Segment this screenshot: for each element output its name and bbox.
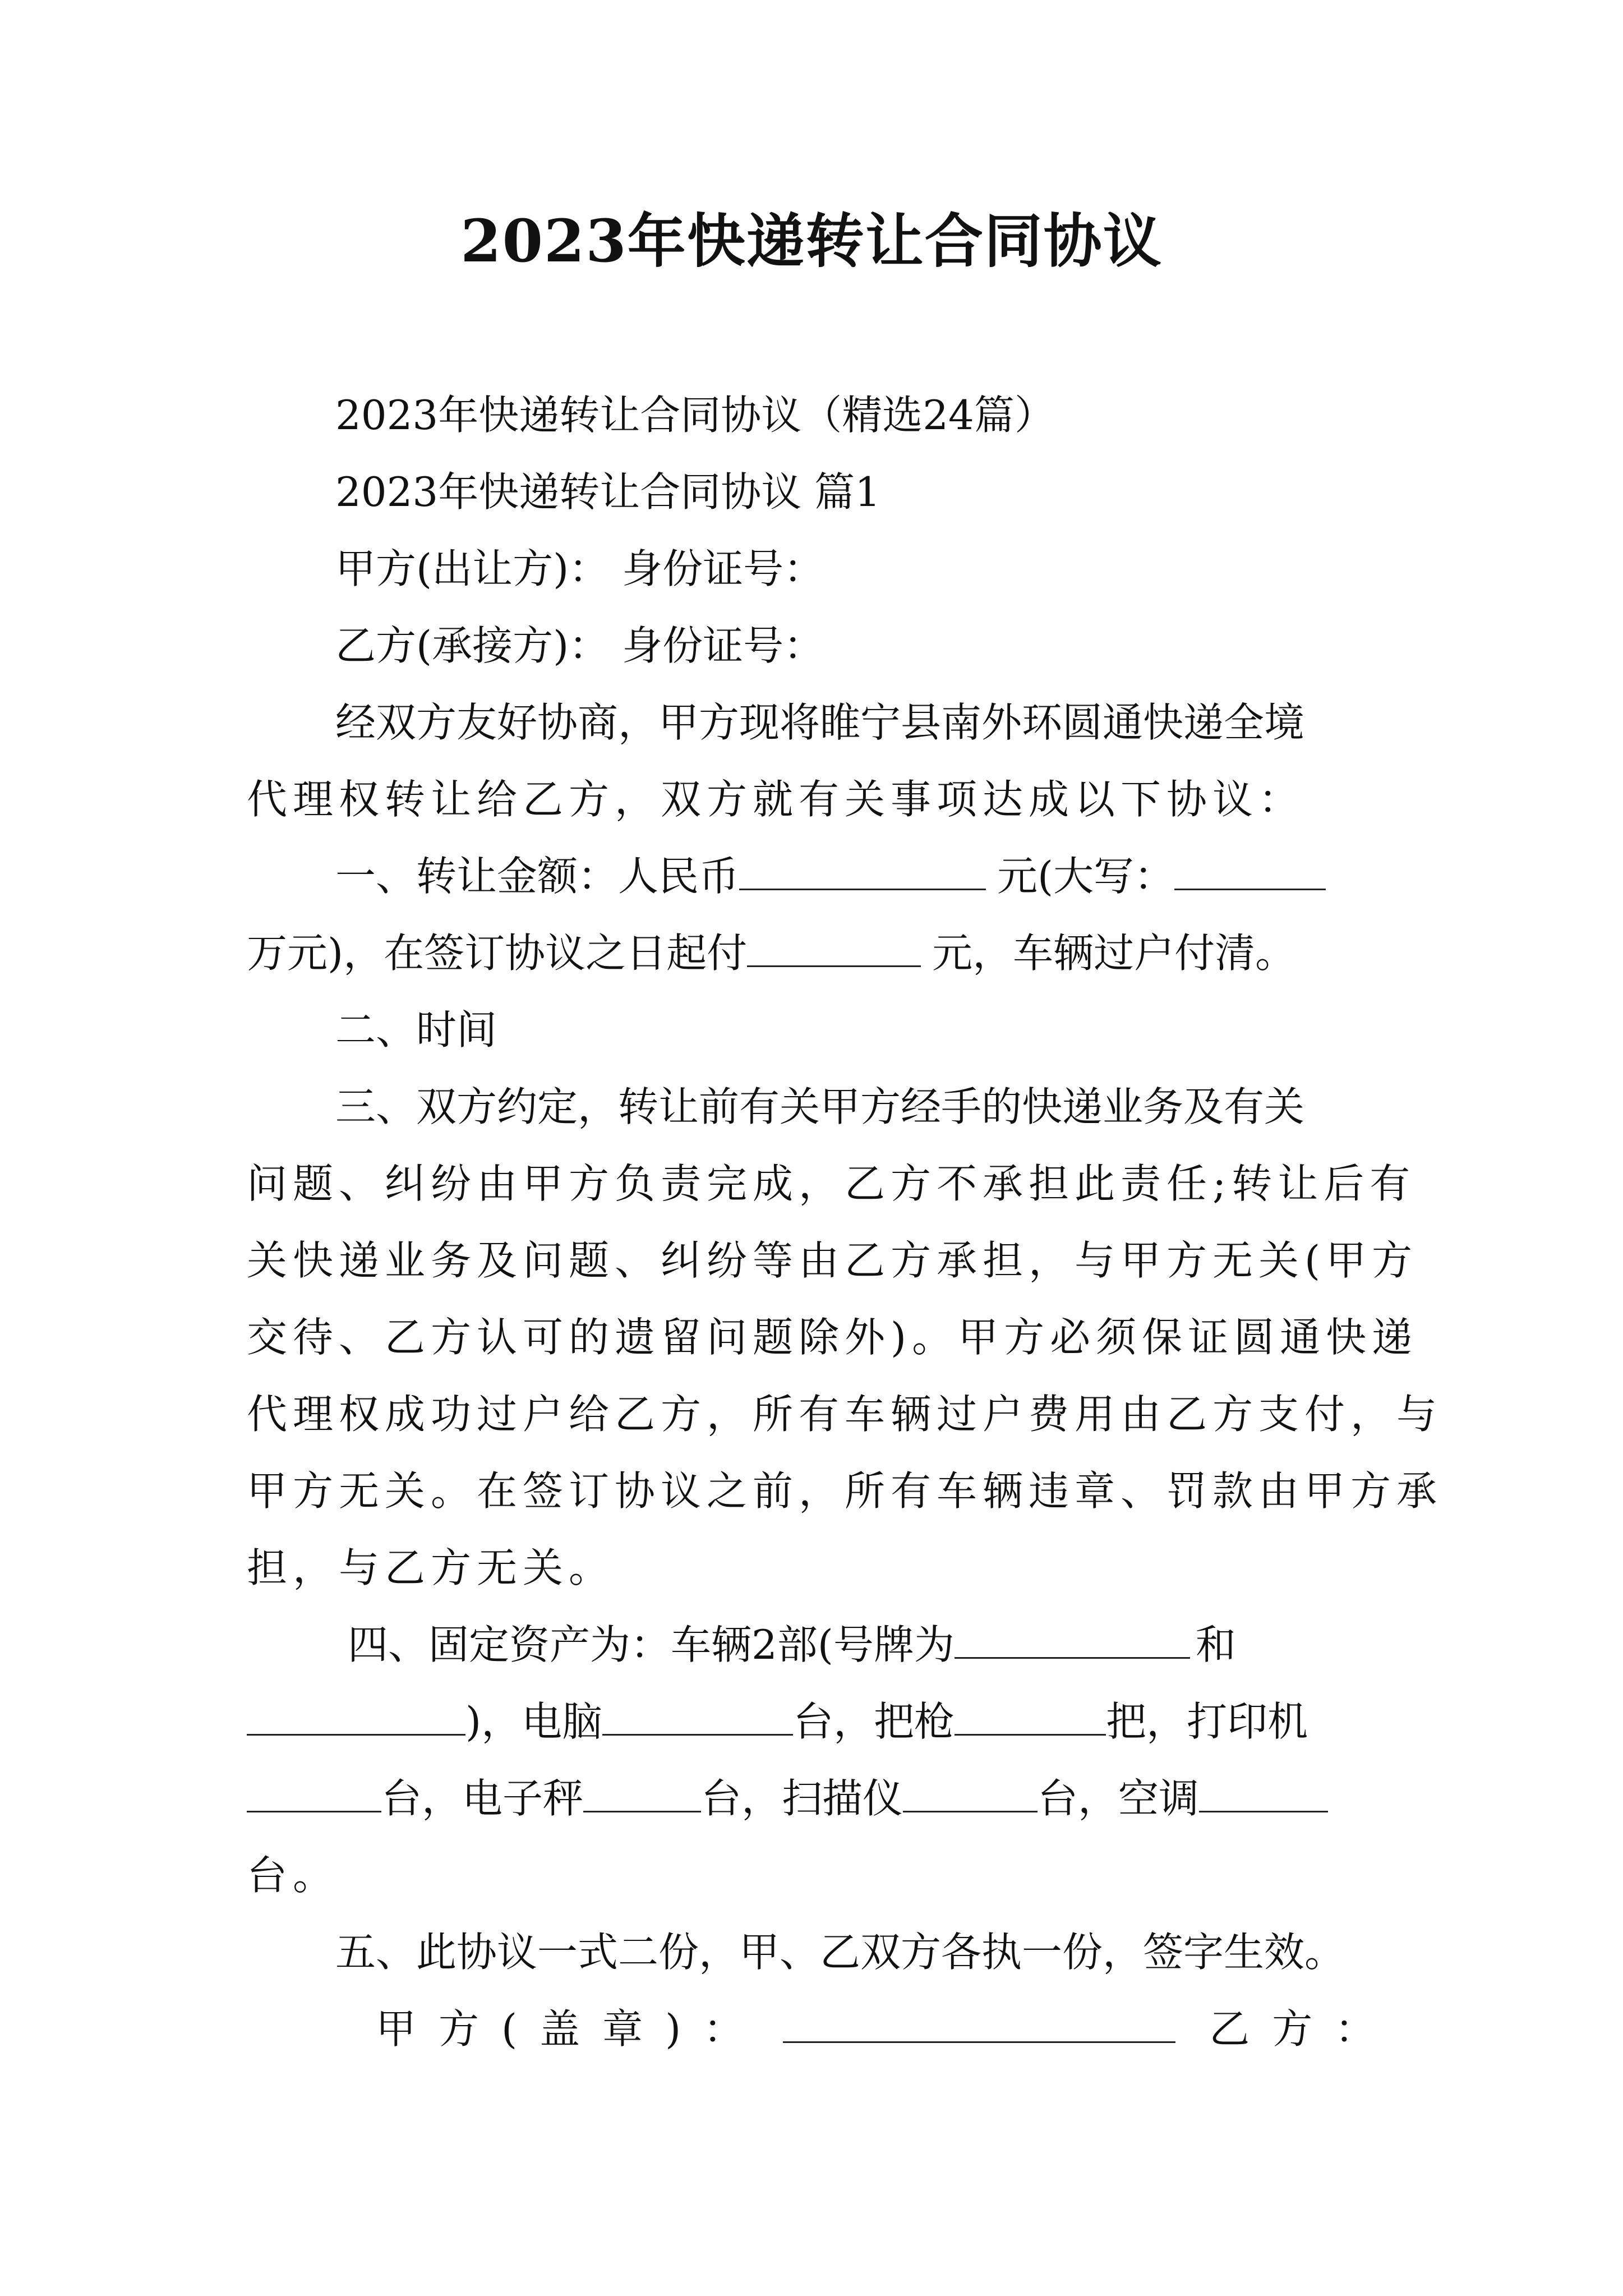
- clause-text: 台，空调: [1038, 1775, 1200, 1822]
- section-heading: 2023年快递转让合同协议 篇1: [335, 468, 880, 516]
- fill-blank: [247, 1770, 381, 1812]
- clause-2-line: 二、时间: [335, 1006, 497, 1053]
- fill-blank: [903, 1770, 1038, 1812]
- clause-4-line: 台。: [247, 1852, 339, 1899]
- signature-line: [376, 2001, 1398, 2057]
- party-b-signature-label: 乙方：: [1209, 2005, 1398, 2053]
- clause-text: )，电脑: [465, 1698, 603, 1745]
- clause-3-line: 关快递业务及问题、纠纷等由乙方承担，与甲方无关(甲方: [247, 1237, 1418, 1284]
- fill-blank: [1174, 848, 1326, 890]
- document-title: 2023年快递转让合同协议: [460, 206, 1163, 275]
- fill-blank: [583, 1770, 701, 1812]
- clause-text: 万元)，在签订协议之日起付: [247, 930, 748, 977]
- paragraph-line: 代理权转让给乙方，双方就有关事项达成以下协议：: [247, 776, 1305, 823]
- fill-blank: [1199, 1770, 1328, 1812]
- party-b-line: 乙方(承接方)： 身份证号：: [335, 622, 824, 669]
- clause-text: 四、固定资产为：车辆2部(号牌为: [348, 1621, 955, 1668]
- fill-blank: [747, 925, 921, 967]
- party-a-line: 甲方(出让方)： 身份证号：: [335, 545, 824, 592]
- clause-3-line: 甲方无关。在签订协议之前，所有车辆违章、罚款由甲方承: [247, 1467, 1443, 1515]
- clause-3-line: 交待、乙方认可的遗留问题除外)。甲方必须保证圆通快递: [247, 1314, 1418, 1361]
- clause-3-line: 三、双方约定，转让前有关甲方经手的快递业务及有关: [335, 1083, 1305, 1130]
- fill-blank: [739, 848, 986, 890]
- clause-text: 台，电子秤: [381, 1775, 584, 1822]
- paragraph-line: 经双方友好协商，甲方现将睢宁县南外环圆通快递全境: [335, 699, 1305, 746]
- party-a-signature-label: 甲方(盖章)：: [376, 2005, 767, 2053]
- signature-blank: [783, 2001, 1175, 2043]
- clause-4-line: [348, 1617, 1236, 1673]
- clause-text: 台，扫描仪: [701, 1775, 903, 1822]
- clause-text: 台，把枪: [793, 1698, 955, 1745]
- clause-text: 元(大写：: [997, 853, 1175, 900]
- clause-4-line: [247, 1770, 1328, 1826]
- fill-blank: [955, 1694, 1106, 1736]
- clause-3-line: 代理权成功过户给乙方，所有车辆过户费用由乙方支付，与: [247, 1391, 1443, 1438]
- fill-blank: [955, 1617, 1190, 1659]
- clause-5-line: 五、此协议一式二份，甲、乙双方各执一份，签字生效。: [335, 1929, 1345, 1976]
- clause-text: 元，车辆过户付清。: [932, 930, 1296, 977]
- clause-3-line: 问题、纠纷由甲方负责完成，乙方不承担此责任;转让后有: [247, 1160, 1416, 1207]
- fill-blank: [602, 1694, 793, 1736]
- clause-text: 和: [1195, 1621, 1236, 1668]
- clause-1-line: [247, 925, 1295, 981]
- subtitle-line: 2023年快递转让合同协议（精选24篇）: [335, 392, 1055, 439]
- clause-1-line: [335, 848, 1326, 904]
- clause-text: 一、转让金额：人民币: [335, 853, 740, 900]
- clause-3-line: 担，与乙方无关。: [247, 1544, 615, 1591]
- fill-blank: [247, 1694, 465, 1736]
- clause-text: 把，打印机: [1106, 1698, 1308, 1745]
- clause-4-line: [247, 1694, 1308, 1750]
